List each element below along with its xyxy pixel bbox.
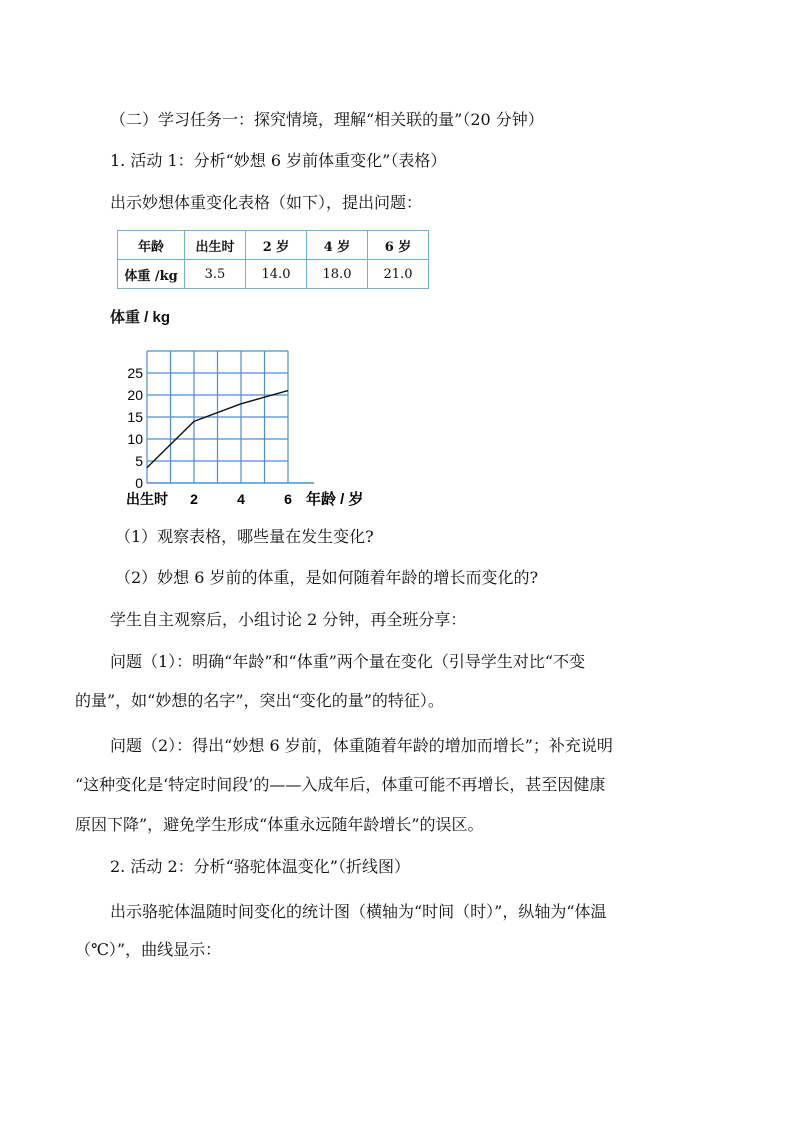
- table-header-row: [118, 231, 429, 260]
- chart-ylabel: 体重 / kg: [110, 309, 171, 326]
- y-tick-label: 5: [135, 453, 143, 469]
- table-row: [118, 260, 429, 289]
- table-cell: 3.5: [185, 260, 246, 289]
- answer1-line1: 问题（1）：明确“年龄”和“体重”两个量在变化（引导学生对比“不变: [110, 652, 586, 671]
- answer2-line3: 原因下降”，避免学生形成“体重永远随年龄增长”的误区。: [75, 815, 484, 834]
- answer2-line1: 问题（2）：得出“妙想 6 岁前，体重随着年龄的增加而增长”；补充说明: [110, 736, 613, 755]
- question-1: （1）观察表格，哪些量在发生变化?: [115, 527, 374, 546]
- table-cell: 4 岁: [307, 231, 368, 260]
- x-tick-label: 2: [190, 491, 198, 507]
- weight-line-chart: [100, 330, 400, 515]
- table-cell: 6 岁: [368, 231, 429, 260]
- table-cell: 2 岁: [246, 231, 307, 260]
- activity2-description-line2: （℃）”，曲线显示：: [75, 940, 222, 959]
- y-tick-label: 15: [127, 409, 143, 425]
- table-cell: 体重 /kg: [118, 260, 185, 289]
- answer1-line2: 的量”，如“妙想的名字”，突出“变化的量”的特征）。: [75, 691, 444, 710]
- table-cell: 14.0: [246, 260, 307, 289]
- y-tick-label: 20: [127, 387, 143, 403]
- question-2: （2）妙想 6 岁前的体重，是如何随着年龄的增长而变化的?: [115, 568, 539, 587]
- activity1-description: 出示妙想体重变化表格（如下），提出问题：: [110, 193, 423, 212]
- activity2-description-line1: 出示骆驼体温随时间变化的统计图（横轴为“时间（时）”，纵轴为“体温: [110, 902, 607, 921]
- table-cell: 年龄: [118, 231, 185, 260]
- weight-table: [117, 230, 429, 289]
- table-cell: 21.0: [368, 260, 429, 289]
- discussion-text: 学生自主观察后，小组讨论 2 分钟，再全班分享：: [110, 610, 467, 629]
- activity2-heading: 2. 活动 2：分析“骆驼体温变化”（折线图）: [110, 857, 410, 876]
- table-cell: 出生时: [185, 231, 246, 260]
- table-cell: 18.0: [307, 260, 368, 289]
- x-tick-label: 出生时: [126, 491, 168, 507]
- y-tick-label: 0: [135, 475, 143, 491]
- y-tick-label: 25: [127, 365, 143, 381]
- x-axis-label: 年龄 / 岁: [306, 491, 364, 508]
- y-tick-label: 10: [127, 431, 143, 447]
- section-title: （二）学习任务一：探究情境，理解“相关联的量”（20 分钟）: [110, 110, 544, 129]
- activity1-heading: 1. 活动 1：分析“妙想 6 岁前体重变化”（表格）: [110, 151, 447, 170]
- x-tick-label: 4: [237, 491, 245, 507]
- x-tick-label: 6: [284, 491, 292, 507]
- answer2-line2: “这种变化是‘特定时间段’的——入成年后，体重可能不再增长，甚至因健康: [75, 775, 606, 794]
